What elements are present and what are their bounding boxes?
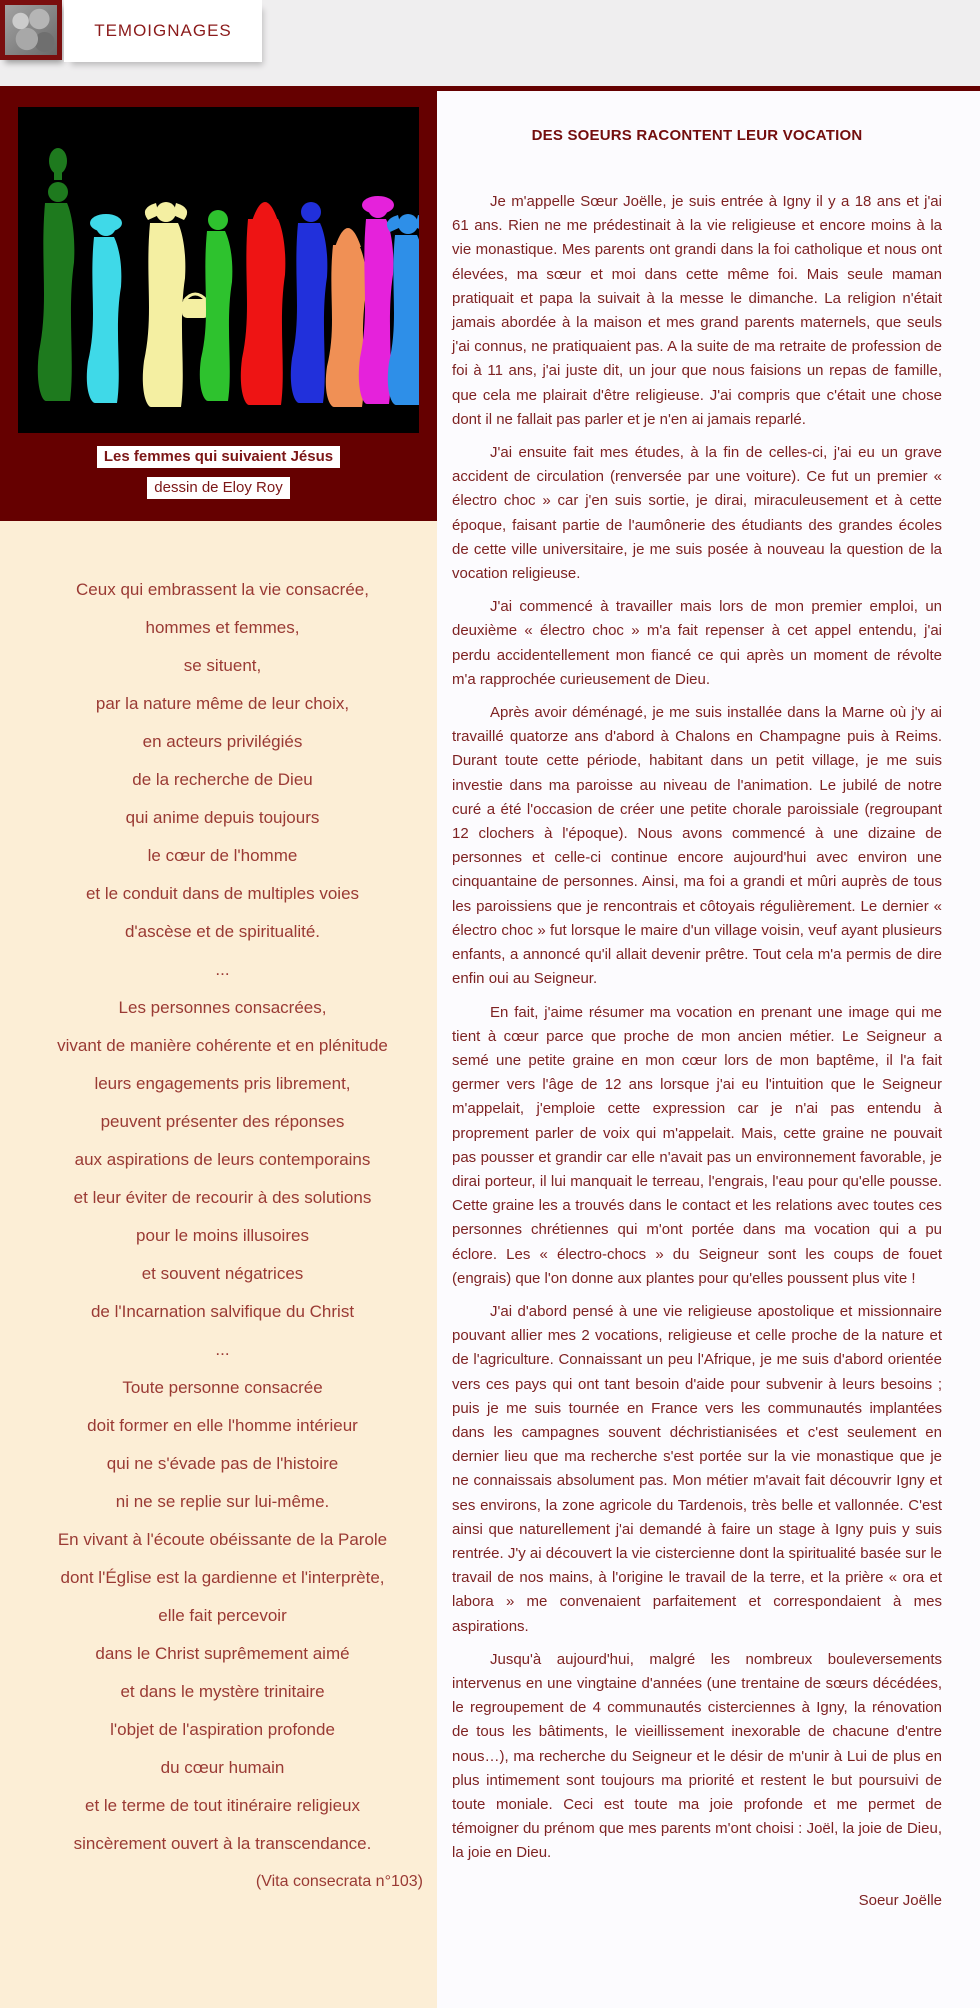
artwork-caption-credit: dessin de Eloy Roy <box>147 477 289 499</box>
poem-line: doit former en elle l'homme intérieur <box>87 1416 358 1435</box>
poem-line: du cœur humain <box>160 1758 285 1777</box>
poem-line: qui anime depuis toujours <box>125 808 320 827</box>
poem-line: et le terme de tout itinéraire religieux <box>85 1796 360 1815</box>
poem-line: de l'Incarnation salvifique du Christ <box>90 1302 355 1321</box>
poem-line: aux aspirations de leurs contemporains <box>74 1150 371 1169</box>
poem-line: qui ne s'évade pas de l'histoire <box>106 1454 339 1473</box>
poem-line: Ceux qui embrassent la vie consacrée, <box>76 580 369 599</box>
poem-line: se situent, <box>183 656 262 675</box>
testimony-paragraph: En fait, j'aime résumer ma vocation en prenant une image qui me tient à cœur parce que proche de mon ancien métier. Le Seigneur a semé une petite graine en mon cœur lors de mon baptême, il l'a fait germer vers l'âge de 12 ans lorsque j'ai eu l'intuition que le Seigneur m'appelait, j'emploie cette expression car je n'ai pas entendu à proprement parler de voix qui m'appelait. Mais, cette graine ne pouvait pas pousser et grandir car elle n'avait pas un environnement favorable, je dirai porteur, il lui manquait le terreau, l'engrais, l'eau pour qu'elle pousse. Cette graine les a trouvés dans le contact et les relations avec toutes ces personnes chrétiennes qui m'ont portée dans ma vocation qui a pu éclore. Les « électro-chocs » du Seigneur sont les coups de fouet (engrais) que l'on donne aux plantes pour qu'elles poussent plus vite ! <box>452 1003 942 1287</box>
top-header <box>0 0 980 86</box>
testimony-signature: Soeur Joëlle <box>858 1891 942 1909</box>
poem-line: vivant de manière cohérente et en plénitude <box>57 1036 388 1055</box>
poem-line: dans le Christ suprêmement aimé <box>95 1644 350 1663</box>
poem-line: hommes et femmes, <box>145 618 300 637</box>
testimony-heading: DES SOEURS RACONTENT LEUR VOCATION <box>531 127 863 144</box>
poem-line: ... <box>215 1340 230 1359</box>
poem-line: par la nature même de leur choix, <box>95 694 350 713</box>
poem-attribution: (Vita consecrata n°103) <box>255 1873 423 1890</box>
poem-line: ni ne se replie sur lui-même. <box>115 1492 330 1511</box>
artwork-caption-title-line <box>18 446 419 468</box>
poem-line: et leur éviter de recourir à des solutions <box>73 1188 372 1207</box>
woman-silhouette-red-hooded <box>241 202 286 405</box>
artwork-panel <box>0 91 437 521</box>
poem-line: sincèrement ouvert à la transcendance. <box>73 1834 372 1853</box>
poem-line: En vivant à l'écoute obéissante de la Parole <box>57 1530 388 1549</box>
poem-line: dont l'Église est la gardienne et l'interprète, <box>60 1568 385 1587</box>
poem-line: peuvent présenter des réponses <box>100 1112 345 1131</box>
page-title: TEMOIGNAGES <box>94 21 232 40</box>
poem-line: et souvent négatrices <box>141 1264 304 1283</box>
testimony-paragraph: Jusqu'à aujourd'hui, malgré les nombreux bouleversements intervenus en une vingtaine d'années (une trentaine de sœurs décédées, le regroupement de 4 communautés cisterciennes à Igny, la rénovation de tous les bâtiments, le vieillissement inexorable de chacune d'entre nous…), ma recherche du Seigneur et le désir de m'unir à Lui de plus en plus intimement sont toujours ma priorité et restent le but poursuivi de toute moniale. Ceci est toute ma joie profonde et me permet de témoigner du prénom que mes parents m'ont choisi : Joël, la joie de Dieu, la joie en Dieu. <box>452 1650 942 1862</box>
testimony-paragraph: J'ai ensuite fait mes études, à la fin de celles-ci, j'ai eu un grave accident de circulation (renversée par une voiture). Ce fut un premier « électro choc » car j'en suis sortie, je dirai, miraculeusement et à cette époque, faisant partie de l'aumônerie des étudiants des grandes écoles de cette ville universitaire, je me suis posée à nouveau la question de la vocation religieuse. <box>452 444 942 583</box>
page-title-box <box>64 0 262 62</box>
poem-line: de la recherche de Dieu <box>132 770 313 789</box>
poem-line: et dans le mystère trinitaire <box>120 1682 325 1701</box>
vocation-poem <box>0 521 437 1863</box>
poem-line: d'ascèse et de spiritualité. <box>124 922 321 941</box>
poem-line: elle fait percevoir <box>158 1606 287 1625</box>
testimony-column <box>437 91 980 2008</box>
poem-line: en acteurs privilégiés <box>142 732 303 751</box>
poem-line: Toute personne consacrée <box>122 1378 323 1397</box>
poem-line: et le conduit dans de multiples voies <box>85 884 360 903</box>
testimony-paragraph: J'ai d'abord pensé à une vie religieuse apostolique et missionnaire pouvant allier mes 2 vocations, religieuse et celle proche de la nature et de l'agriculture. Connaissant un peu l'Afrique, je me suis d'abord orientée vers ces pays qui ont tant besoin d'aide pour subvenir à leurs besoins ; puis je me suis tournée en France vers les communautés implantées dans les campagnes souvent déchristianisées et c'est seulement en dernier lieu que ma recherche s'est portée sur la vie monastique que je ne connaissais absolument pas. Mon métier m'avait fait découvrir Igny et ses environs, la zone agricole du Tardenois, très belle et vallonnée. C'est ainsi que naturellement j'ai demandé à faire un stage à Igny puis y suis rentrée. J'y ai découvert la vie cistercienne dont la spiritualité basée sur le travail de nos mains, à l'origine le travail de la terre, et la prière « ora et labora » me convenaient parfaitement et correspondaient à mes aspirations. <box>452 1302 942 1635</box>
left-column <box>0 91 437 2008</box>
testimony-paragraph: J'ai commencé à travailler mais lors de mon premier emploi, un deuxième « électro choc » m'a fait repenser à cet appel entendu, j'ai perdu accidentellement mon fiancé ce qui après un moment de révolte m'a rapprochée curieusement de Dieu. <box>452 598 942 688</box>
artwork-caption-credit-line <box>18 477 419 499</box>
testimony-paragraph: Après avoir déménagé, je me suis installée dans la Marne où j'y ai travaillé quatorze ans d'abord à Chalons en Champagne puis à Reims. Durant toute cette période, habitant dans un petit village, je me suis investie dans ma paroisse au niveau de l'animation. Le jubilé de notre curé a été l'occasion de créer une petite chorale paroissiale (regroupant 12 clochers à l'époque). Nous avons commencé à une dizaine de personnes et celle-ci continue encore aujourd'hui avec environ une cinquantaine de personnes. Ainsi, ma foi a grandi et mûri auprès de tous les paroissiens que je rencontrais et côtoyais régulièrement. Le dernier « électro choc » fut lorsque le maire d'un village voisin, veuf ayant plusieurs enfants, a annoncé qu'il allait devenir prêtre. Tout cela m'a permis de dire enfin oui au Seigneur. <box>452 704 942 988</box>
poem-line: ... <box>215 960 230 979</box>
content <box>0 86 980 2008</box>
testimony-body <box>452 190 942 1866</box>
poem-line: Les personnes consacrées, <box>118 998 327 1017</box>
artwork-caption-title: Les femmes qui suivaient Jésus <box>97 446 340 468</box>
poem-line: pour le moins illusoires <box>136 1226 309 1245</box>
stone-logo-image[interactable] <box>0 0 62 60</box>
poem-line: l'objet de l'aspiration profonde <box>110 1720 335 1739</box>
poem-line: leurs engagements pris librement, <box>94 1074 351 1093</box>
poem-line: le cœur de l'homme <box>147 846 298 865</box>
testimony-paragraph: Je m'appelle Sœur Joëlle, je suis entrée à Igny il y a 18 ans et j'ai 61 ans. Rien ne me prédestinait à la vie religieuse et encore moins à la vie monastique. Mes parents ont grandi dans la foi catholique et nous ont élevées, ma sœur et moi dans cette même foi. Mais seule maman pratiquait et papa la suivait à la messe le dimanche. La religion n'était jamais abordée à la maison et mes grand parents maternels, que seuls j'ai connus, ne pratiquaient pas. A la suite de ma retraite de profession de foi à 11 ans, j'ai juste dit, un jour que nous faisions un repas de famille, que cela me plairait d'être religieuse. J'ai compris que c'était une chose dont il ne fallait pas parler et je n'en ai jamais reparlé. <box>452 193 942 428</box>
women-following-jesus-artwork <box>18 107 419 433</box>
